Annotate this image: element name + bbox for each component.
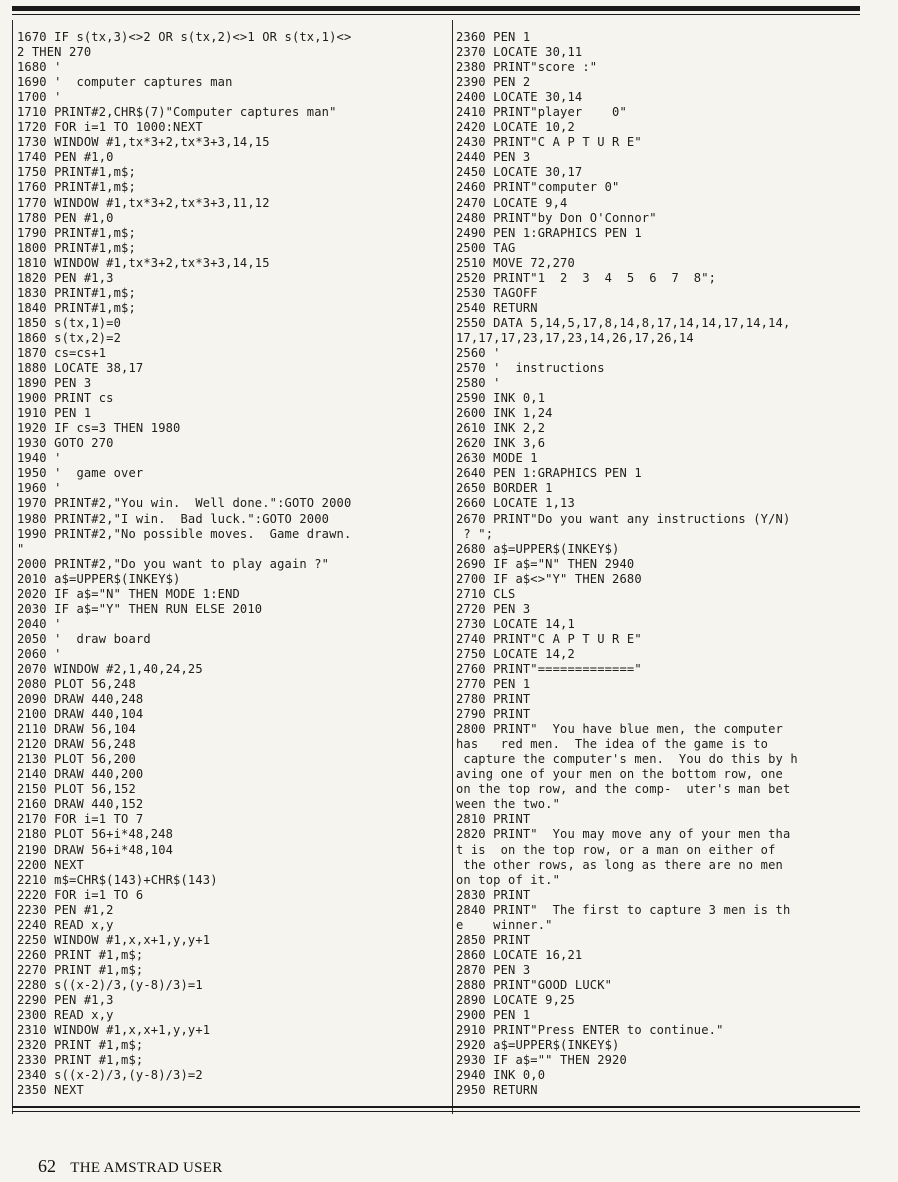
- code-line: 17,17,17,23,17,23,14,26,17,26,14: [456, 330, 694, 345]
- code-line: 2170 FOR i=1 TO 7: [17, 812, 144, 827]
- code-line: 2350 NEXT: [17, 1083, 84, 1098]
- code-line: 1850 s(tx,1)=0: [17, 315, 122, 330]
- code-line: 2850 PRINT: [456, 932, 531, 947]
- code-line: 2590 INK 0,1: [456, 391, 546, 406]
- code-line: 1710 PRINT#2,CHR$(7)"Computer captures man": [17, 105, 337, 120]
- code-line: 2040 ': [17, 616, 62, 631]
- code-line: 2 THEN 270: [17, 45, 92, 60]
- bottom-rule: [12, 1106, 860, 1108]
- code-line: 1700 ': [17, 90, 62, 105]
- code-line: 2210 m$=CHR$(143)+CHR$(143): [17, 872, 218, 887]
- code-line: 1840 PRINT#1,m$;: [17, 300, 136, 315]
- code-line: 2000 PRINT#2,"Do you want to play again ?": [17, 556, 330, 571]
- code-line: 1800 PRINT#1,m$;: [17, 240, 136, 255]
- code-line: 2450 LOCATE 30,17: [456, 165, 583, 180]
- code-line: 1770 WINDOW #1,tx*3+2,tx*3+3,11,12: [17, 195, 270, 210]
- code-line: 2650 BORDER 1: [456, 481, 553, 496]
- code-line: 2600 INK 1,24: [456, 406, 553, 421]
- code-line: t is on the top row, or a man on either of: [456, 842, 776, 857]
- code-line: 2950 RETURN: [456, 1083, 538, 1098]
- code-line: 2370 LOCATE 30,11: [456, 45, 583, 60]
- magazine-title: THE AMSTRAD USER: [70, 1160, 223, 1176]
- code-line: 2640 PEN 1:GRAPHICS PEN 1: [456, 466, 642, 481]
- code-line: 1760 PRINT#1,m$;: [17, 180, 136, 195]
- code-line: 1790 PRINT#1,m$;: [17, 225, 136, 240]
- code-line: 2910 PRINT"Press ENTER to continue.": [456, 1023, 724, 1038]
- code-line: 2810 PRINT: [456, 812, 531, 827]
- code-line: 1860 s(tx,2)=2: [17, 330, 122, 345]
- code-line: 2570 ' instructions: [456, 361, 605, 376]
- code-line: 1750 PRINT#1,m$;: [17, 165, 136, 180]
- code-line: 2480 PRINT"by Don O'Connor": [456, 210, 657, 225]
- code-line: 1820 PEN #1,3: [17, 270, 114, 285]
- code-line: 2870 PEN 3: [456, 962, 531, 977]
- code-line: 2800 PRINT" You have blue men, the computer: [456, 722, 783, 737]
- code-line: 1730 WINDOW #1,tx*3+2,tx*3+3,14,15: [17, 135, 270, 150]
- code-line: 2510 MOVE 72,270: [456, 255, 575, 270]
- code-line: 1940 ': [17, 451, 62, 466]
- code-line: 2470 LOCATE 9,4: [456, 195, 568, 210]
- code-line: 2100 DRAW 440,104: [17, 707, 144, 722]
- code-line: on top of it.": [456, 872, 561, 887]
- code-line: 2240 READ x,y: [17, 917, 114, 932]
- code-line: 2320 PRINT #1,m$;: [17, 1038, 144, 1053]
- top-rule: [12, 6, 860, 11]
- code-line: 2460 PRINT"computer 0": [456, 180, 620, 195]
- code-line: 2750 LOCATE 14,2: [456, 646, 575, 661]
- code-line: 2770 PEN 1: [456, 677, 531, 692]
- code-line: 2560 ': [456, 345, 501, 360]
- code-line: 2310 WINDOW #1,x,x+1,y,y+1: [17, 1023, 211, 1038]
- code-line: 2250 WINDOW #1,x,x+1,y,y+1: [17, 932, 211, 947]
- column-divider: [452, 20, 453, 1114]
- code-line: 2110 DRAW 56,104: [17, 722, 136, 737]
- code-line: 2830 PRINT: [456, 887, 531, 902]
- code-line: 2080 PLOT 56,248: [17, 677, 136, 692]
- code-line: 2380 PRINT"score :": [456, 60, 598, 75]
- code-line: 2740 PRINT"C A P T U R E": [456, 631, 642, 646]
- code-line: 2270 PRINT #1,m$;: [17, 962, 144, 977]
- code-line: 2420 LOCATE 10,2: [456, 120, 575, 135]
- code-line: 2930 IF a$="" THEN 2920: [456, 1053, 627, 1068]
- code-line: 2530 TAGOFF: [456, 285, 538, 300]
- code-line: 2230 PEN #1,2: [17, 902, 114, 917]
- code-line: 2090 DRAW 440,248: [17, 692, 144, 707]
- code-line: 2010 a$=UPPER$(INKEY$): [17, 571, 181, 586]
- code-line: 1680 ': [17, 60, 62, 75]
- code-line: 1780 PEN #1,0: [17, 210, 114, 225]
- code-line: 2780 PRINT: [456, 692, 531, 707]
- code-line: 2900 PEN 1: [456, 1008, 531, 1023]
- code-line: ": [17, 541, 25, 556]
- code-line: aving one of your men on the bottom row, one: [456, 767, 783, 782]
- code-line: 1670 IF s(tx,3)<>2 OR s(tx,2)<>1 OR s(tx,1)<>: [17, 30, 352, 44]
- code-line: has red men. The idea of the game is to: [456, 737, 769, 752]
- code-line: 2500 TAG: [456, 240, 516, 255]
- code-line: 2430 PRINT"C A P T U R E": [456, 135, 642, 150]
- code-line: 2520 PRINT"1 2 3 4 5 6 7 8";: [456, 270, 717, 285]
- page-footer: [38, 1156, 223, 1177]
- code-line: 1810 WINDOW #1,tx*3+2,tx*3+3,14,15: [17, 255, 270, 270]
- code-line: 2400 LOCATE 30,14: [456, 90, 583, 105]
- code-line: 1980 PRINT#2,"I win. Bad luck.":GOTO 2000: [17, 511, 330, 526]
- code-line: 2760 PRINT"=============": [456, 661, 642, 676]
- code-line: 2390 PEN 2: [456, 75, 531, 90]
- code-line: on the top row, and the comp- uter's man bet: [456, 782, 791, 797]
- code-line: 2720 PEN 3: [456, 601, 531, 616]
- code-line: 2340 s((x-2)/3,(y-8)/3)=2: [17, 1068, 203, 1083]
- code-line: 1910 PEN 1: [17, 406, 92, 421]
- bottom-rule-thin: [12, 1111, 860, 1112]
- code-line: 1920 IF cs=3 THEN 1980: [17, 421, 181, 436]
- code-line: 2690 IF a$="N" THEN 2940: [456, 556, 635, 571]
- code-line: 2680 a$=UPPER$(INKEY$): [456, 541, 620, 556]
- code-line: 2280 s((x-2)/3,(y-8)/3)=1: [17, 977, 203, 992]
- code-line: 2190 DRAW 56+i*48,104: [17, 842, 174, 857]
- code-line: 2860 LOCATE 16,21: [456, 947, 583, 962]
- code-line: 2610 INK 2,2: [456, 421, 546, 436]
- code-line: 2620 INK 3,6: [456, 436, 546, 451]
- code-line: 2150 PLOT 56,152: [17, 782, 136, 797]
- code-line: 2120 DRAW 56,248: [17, 737, 136, 752]
- code-line: 2140 DRAW 440,200: [17, 767, 144, 782]
- code-line: 2940 INK 0,0: [456, 1068, 546, 1083]
- listing-right-column: [456, 30, 876, 1098]
- code-line: e winner.": [456, 917, 553, 932]
- code-line: 2020 IF a$="N" THEN MODE 1:END: [17, 586, 240, 601]
- code-line: 2700 IF a$<>"Y" THEN 2680: [456, 571, 642, 586]
- code-line: 2300 READ x,y: [17, 1008, 114, 1023]
- code-line: 2290 PEN #1,3: [17, 993, 114, 1007]
- code-line: 2920 a$=UPPER$(INKEY$): [456, 1038, 620, 1053]
- code-line: capture the computer's men. You do this by h: [456, 752, 798, 767]
- code-line: 2060 ': [17, 646, 62, 661]
- code-line: 2670 PRINT"Do you want any instructions (Y/N): [456, 511, 791, 526]
- code-line: 1740 PEN #1,0: [17, 150, 114, 165]
- code-line: 1890 PEN 3: [17, 376, 92, 391]
- code-line: 2030 IF a$="Y" THEN RUN ELSE 2010: [17, 601, 263, 616]
- code-line: 2160 DRAW 440,152: [17, 797, 144, 812]
- code-line: 1930 GOTO 270: [17, 436, 114, 451]
- code-line: 1990 PRINT#2,"No possible moves. Game drawn.: [17, 526, 352, 541]
- top-rule-thin: [12, 14, 860, 15]
- code-line: 2820 PRINT" You may move any of your men tha: [456, 827, 791, 842]
- code-line: 2490 PEN 1:GRAPHICS PEN 1: [456, 225, 642, 240]
- code-line: 2710 CLS: [456, 586, 516, 601]
- code-line: 2730 LOCATE 14,1: [456, 616, 575, 631]
- code-line: 2330 PRINT #1,m$;: [17, 1053, 144, 1068]
- code-line: 2180 PLOT 56+i*48,248: [17, 827, 174, 842]
- code-line: 2440 PEN 3: [456, 150, 531, 165]
- code-line: 2220 FOR i=1 TO 6: [17, 887, 144, 902]
- code-line: 2660 LOCATE 1,13: [456, 496, 575, 511]
- code-line: the other rows, as long as there are no men: [456, 857, 783, 872]
- code-line: 2790 PRINT: [456, 707, 531, 722]
- code-line: 2130 PLOT 56,200: [17, 752, 136, 767]
- code-line: 2550 DATA 5,14,5,17,8,14,8,17,14,14,17,14,14,: [456, 315, 791, 330]
- code-line: 2050 ' draw board: [17, 631, 151, 646]
- code-line: 1720 FOR i=1 TO 1000:NEXT: [17, 120, 203, 135]
- code-line: 2360 PEN 1: [456, 30, 531, 44]
- code-line: 1970 PRINT#2,"You win. Well done.":GOTO 2000: [17, 496, 352, 511]
- code-line: ween the two.": [456, 797, 561, 812]
- code-line: 2840 PRINT" The first to capture 3 men is th: [456, 902, 791, 917]
- code-line: 2200 NEXT: [17, 857, 84, 872]
- code-line: 2630 MODE 1: [456, 451, 538, 466]
- code-line: 2410 PRINT"player 0": [456, 105, 627, 120]
- code-line: ? ";: [456, 526, 494, 541]
- code-line: 1690 ' computer captures man: [17, 75, 233, 90]
- code-line: 2890 LOCATE 9,25: [456, 993, 575, 1007]
- code-line: 2540 RETURN: [456, 300, 538, 315]
- listing-left-column: [17, 30, 447, 1098]
- code-line: 1960 ': [17, 481, 62, 496]
- code-line: 1880 LOCATE 38,17: [17, 361, 144, 376]
- code-line: 2070 WINDOW #2,1,40,24,25: [17, 661, 203, 676]
- code-line: 2880 PRINT"GOOD LUCK": [456, 977, 613, 992]
- code-line: 1950 ' game over: [17, 466, 144, 481]
- code-line: 1870 cs=cs+1: [17, 345, 107, 360]
- code-line: 1900 PRINT cs: [17, 391, 114, 406]
- code-line: 2260 PRINT #1,m$;: [17, 947, 144, 962]
- page-number: 62: [38, 1156, 56, 1176]
- code-line: 1830 PRINT#1,m$;: [17, 285, 136, 300]
- code-line: 2580 ': [456, 376, 501, 391]
